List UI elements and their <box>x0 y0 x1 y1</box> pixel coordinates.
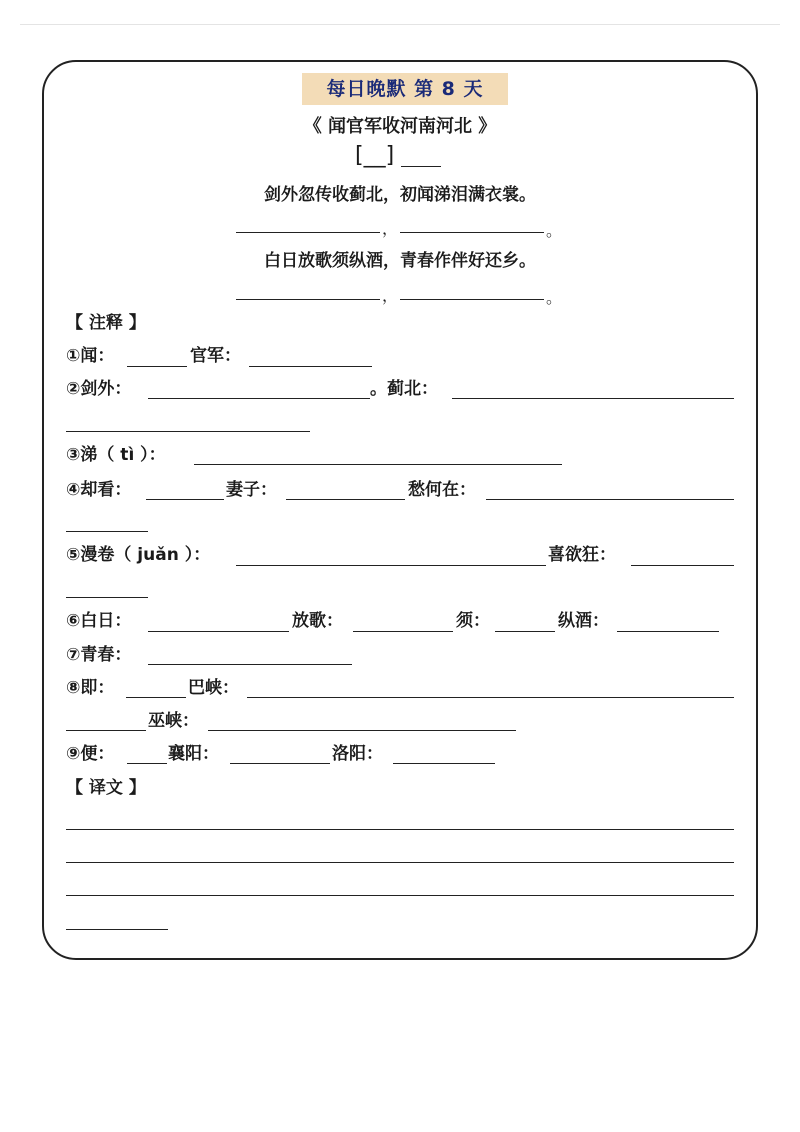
note-8-blank-a[interactable] <box>126 697 186 698</box>
note-5-label-b: 喜欲狂： <box>548 545 616 565</box>
note-1-blank-b[interactable] <box>249 366 372 367</box>
note-4-label-c: 愁何在： <box>408 480 476 500</box>
poem-title: 《 闻官军收河南河北 》 <box>303 116 497 137</box>
note-9-label: ⑨便： <box>66 744 115 764</box>
poem-blank-1a[interactable] <box>236 232 380 233</box>
note-8-label-c: 巫峡： <box>148 711 199 731</box>
note-6-blank-a[interactable] <box>148 631 289 632</box>
note-6-blank-d[interactable] <box>617 631 719 632</box>
note-4-label: ④却看： <box>66 480 132 500</box>
note-4-blank-d[interactable] <box>66 531 148 532</box>
note-2-blank-c[interactable] <box>66 431 310 432</box>
translation-line-2[interactable] <box>66 862 734 863</box>
poem-line-1: 剑外忽传收蓟北，初闻涕泪满衣裳。 <box>264 185 536 205</box>
note-8-label: ⑧即： <box>66 678 115 698</box>
note-3-blank[interactable] <box>194 464 562 465</box>
note-9-label-c: 洛阳： <box>332 744 383 764</box>
poem-blank-1-sep: ， <box>382 219 399 238</box>
note-2-blank-b[interactable] <box>452 398 734 399</box>
note-8-blank-b[interactable] <box>247 697 734 698</box>
note-1-label: ①闻： <box>66 346 115 366</box>
note-4-blank-a[interactable] <box>146 499 224 500</box>
note-6-blank-b[interactable] <box>353 631 453 632</box>
page-top-rule <box>20 24 780 25</box>
poem-blank-2a[interactable] <box>236 299 380 300</box>
note-6-blank-c[interactable] <box>495 631 555 632</box>
note-4-label-b: 妻子： <box>226 480 277 500</box>
note-8-blank-c[interactable] <box>66 730 146 731</box>
note-1-label-b: 官军： <box>190 346 241 366</box>
poem-blank-1-end: 。 <box>546 221 563 240</box>
poem-blank-2-sep: ， <box>382 286 399 305</box>
author-bracket: [__] <box>355 143 395 168</box>
note-7-label: ⑦青春： <box>66 645 132 665</box>
note-6-label-b: 放歌： <box>292 611 343 631</box>
author-blank[interactable] <box>401 166 441 167</box>
note-3-label: ③涕（ tì ）： <box>66 445 166 465</box>
note-6-label-c: 须： <box>456 611 490 631</box>
note-8-label-b: 巴峡： <box>188 678 239 698</box>
worksheet-title: 每日晚默 第 8 天 <box>302 73 508 105</box>
note-9-blank-b[interactable] <box>230 763 330 764</box>
translation-line-4[interactable] <box>66 929 168 930</box>
note-5-blank-a[interactable] <box>236 565 546 566</box>
note-5-blank-c[interactable] <box>66 597 148 598</box>
note-5-label: ⑤漫卷（ juǎn ）： <box>66 545 211 565</box>
note-6-label-d: 纵酒： <box>558 611 609 631</box>
note-2-label: ②剑外： <box>66 379 132 399</box>
note-2-blank-a[interactable] <box>148 398 370 399</box>
note-9-blank-a[interactable] <box>127 763 167 764</box>
poem-blank-2b[interactable] <box>400 299 544 300</box>
note-9-label-b: 襄阳： <box>168 744 219 764</box>
note-8-blank-d[interactable] <box>208 730 516 731</box>
poem-blank-1b[interactable] <box>400 232 544 233</box>
poem-line-2: 白日放歌须纵酒，青春作伴好还乡。 <box>264 251 536 271</box>
translation-line-3[interactable] <box>66 895 734 896</box>
note-6-label: ⑥白日： <box>66 611 132 631</box>
notes-heading: 【 注释 】 <box>66 313 146 333</box>
note-4-blank-b[interactable] <box>286 499 405 500</box>
translation-line-1[interactable] <box>66 829 734 830</box>
note-2-label-b: 。蓟北： <box>370 379 438 399</box>
note-7-blank[interactable] <box>148 664 352 665</box>
note-4-blank-c[interactable] <box>486 499 734 500</box>
note-5-blank-b[interactable] <box>631 565 734 566</box>
poem-blank-2-end: 。 <box>546 288 563 307</box>
note-9-blank-c[interactable] <box>393 763 495 764</box>
translation-heading: 【 译文 】 <box>66 778 146 798</box>
note-1-blank-a[interactable] <box>127 366 187 367</box>
